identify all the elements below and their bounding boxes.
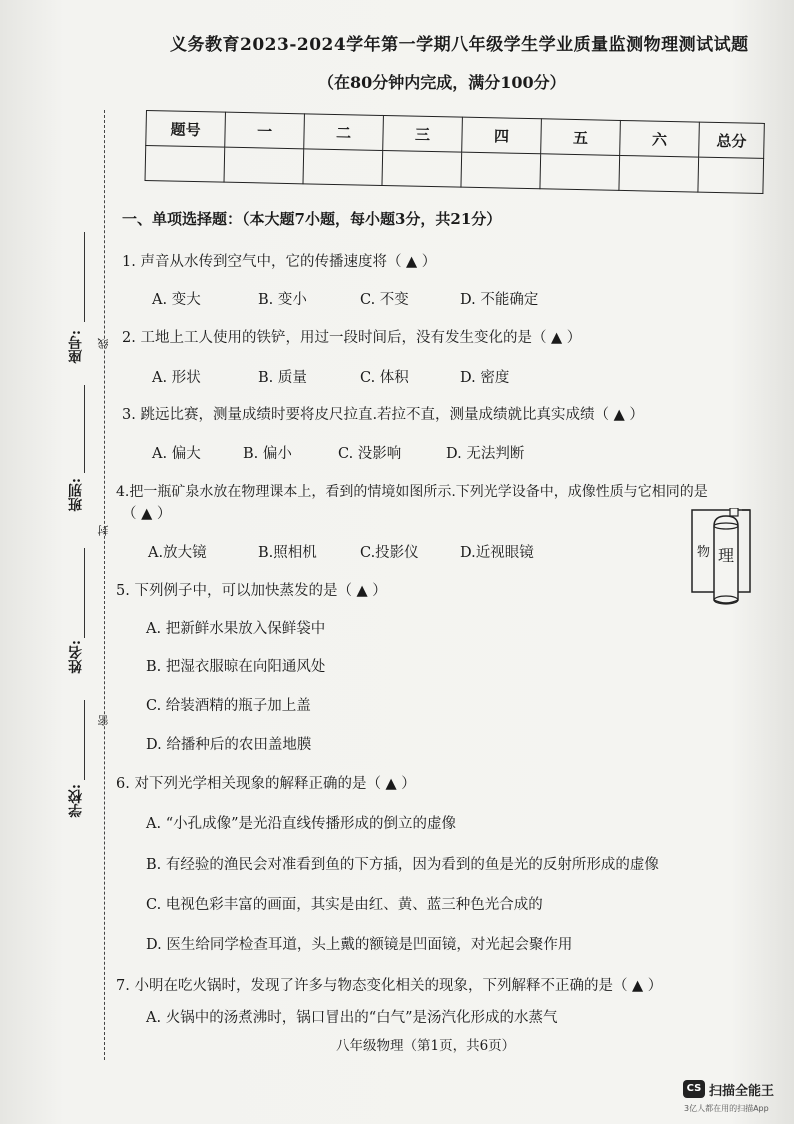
section-heading: 一、单项选择题：（本大题7小题，每小题3分，共21分） [122,210,502,228]
binding-fold-line [104,110,105,1060]
score-header-cell: 总分 [699,122,765,158]
question-4-stem: 4.把一瓶矿泉水放在物理课本上，看到的情境如图所示.下列光学设备中，成像性质与它相同的是 [116,484,708,500]
class-label: 班别: [68,478,84,512]
score-cell[interactable] [461,152,541,189]
score-cell[interactable] [303,149,383,186]
question-5-option-d: D. 给播种后的农田盖地膜 [146,737,312,753]
question-2-option-c: C. 体积 [360,370,409,386]
class-blank-line [84,385,85,473]
camscanner-logo-icon: CS [683,1080,705,1098]
name-blank-line [84,548,85,638]
question-4-option-d: D.近视眼镜 [460,545,534,561]
exam-subtitle: （在80分钟内完成，满分100分） [318,73,566,92]
school-blank-line [84,700,85,780]
question-7-stem: 7. 小明在吃火锅时，发现了许多与物态变化相关的现象，下列解释不正确的是（ ▲ ） [116,978,663,994]
question-1-option-c: C. 不变 [360,292,409,308]
score-cell[interactable] [382,150,462,187]
score-header-cell: 六 [620,120,700,157]
score-table [145,110,765,194]
question-1-option-b: B. 变小 [258,292,307,308]
score-cell[interactable] [698,157,764,193]
score-header-cell: 二 [304,114,384,151]
question-6-option-b: B. 有经验的渔民会对准看到鱼的下方插，因为看到的鱼是光的反射所形成的虚像 [146,857,659,873]
question-2-option-a: A. 形状 [152,370,201,386]
score-header-cell: 题号 [146,111,226,148]
question-1-option-a: A. 变大 [152,292,201,308]
question-2-option-d: D. 密度 [460,370,510,386]
seal-word-secret: 密 [97,715,110,726]
score-cell[interactable] [540,154,620,191]
seal-word-seal: 封 [97,525,110,536]
question-1-stem: 1. 声音从水传到空气中，它的传播速度将（ ▲ ） [122,254,437,270]
question-2-stem: 2. 工地上工人使用的铁铲，用过一段时间后，没有发生变化的是（ ▲ ） [122,330,582,346]
score-cell[interactable] [145,146,225,183]
page-footer: 八年级物理（第1页，共6页） [336,1038,516,1054]
score-header-cell: 五 [541,119,621,156]
question-3-option-b: B. 偏小 [243,446,292,462]
question-4-option-c: C.投影仪 [360,545,419,561]
question-1-option-d: D. 不能确定 [460,292,539,308]
question-3-option-a: A. 偏大 [152,446,201,462]
question-6-option-a: A. “小孔成像”是光沿直线传播形成的倒立的虚像 [146,816,457,832]
question-6-option-d: D. 医生给同学检查耳道，头上戴的额镜是凹面镜，对光起会聚作用 [146,937,573,953]
seat-label: 座号: [68,330,84,364]
question-4-answer-slot: （ ▲ ） [122,506,172,522]
score-header-cell: 三 [383,115,463,152]
school-label: 学校: [68,784,84,818]
question-2-option-b: B. 质量 [258,370,307,386]
question-3-option-d: D. 无法判断 [446,446,525,462]
book-char-li-magnified: 理 [718,546,735,565]
question-5-option-b: B. 把湿衣服晾在向阳通风处 [146,659,326,675]
question-4-option-a: A.放大镜 [148,545,207,561]
seal-word-line: 线 [97,338,110,349]
question-6-stem: 6. 对下列光学相关现象的解释正确的是（ ▲ ） [116,776,416,792]
question-7-option-a: A. 火锅中的汤煮沸时，锅口冒出的“白气”是汤汽化形成的水蒸气 [146,1010,558,1026]
camscanner-name: 扫描全能王 [709,1084,775,1099]
question-3-option-c: C. 没影响 [338,446,402,462]
question-6-option-c: C. 电视色彩丰富的画面，其实是由红、黄、蓝三种色光合成的 [146,897,543,913]
question-5-option-a: A. 把新鲜水果放入保鲜袋中 [146,621,326,637]
camscanner-tagline: 3亿人都在用的扫描App [684,1104,769,1113]
question-5-option-c: C. 给装酒精的瓶子加上盖 [146,698,311,714]
score-header-cell: 一 [225,112,305,149]
score-cell[interactable] [619,155,699,192]
question-4-option-b: B.照相机 [258,545,317,561]
exam-title: 义务教育2023-2024学年第一学期八年级学生学业质量监测物理测试试题 [170,35,749,55]
score-cell[interactable] [224,147,304,184]
score-header-cell: 四 [462,117,542,154]
book-char-wu: 物 [697,545,711,560]
question-3-stem: 3. 跳远比赛，测量成绩时要将皮尺拉直.若拉不直，测量成绩就比真实成绩（ ▲ ） [122,407,644,423]
seat-blank-line [84,232,85,322]
name-label: 姓名: [68,640,84,674]
question-5-stem: 5. 下列例子中，可以加快蒸发的是（ ▲ ） [116,583,387,599]
bottle-on-book-figure [690,508,752,608]
